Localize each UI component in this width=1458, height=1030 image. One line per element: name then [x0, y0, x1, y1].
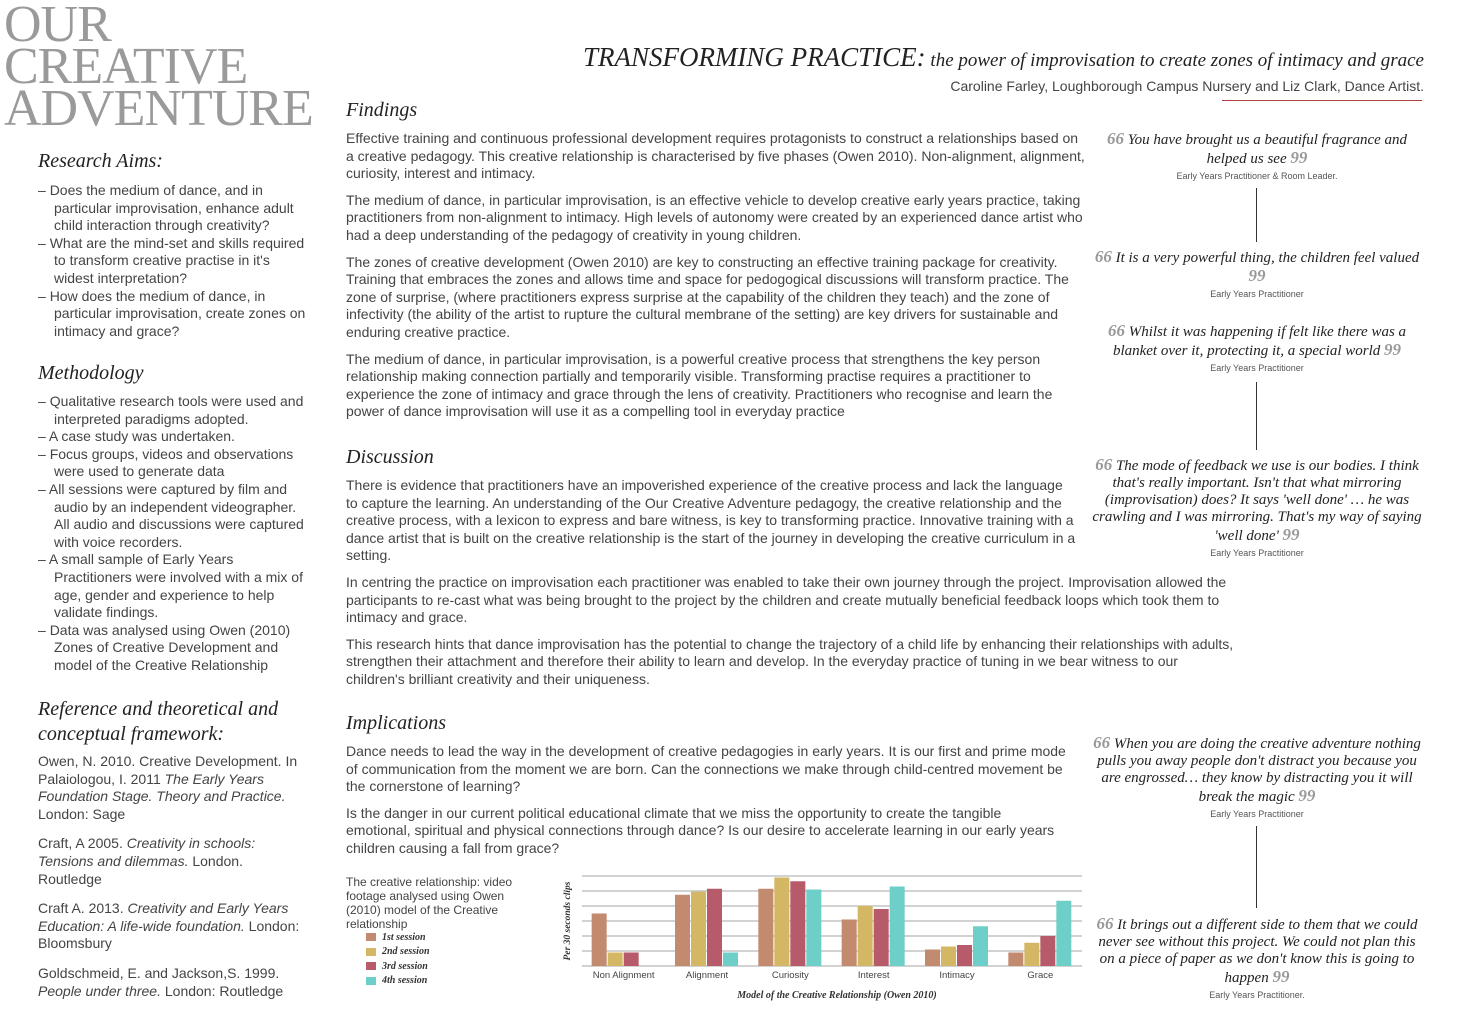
bar [1056, 901, 1071, 966]
quote-attribution: Early Years Practitioner [1210, 363, 1304, 373]
references-heading [38, 697, 310, 747]
quote-text: Whilst it was happening if felt like there was a blanket over it, protecting it, a special world [1112, 324, 1407, 359]
quote-attribution: Early Years Practitioner [1210, 289, 1304, 299]
bar [874, 909, 889, 966]
y-axis-label: Per 30 seconds clips [563, 881, 573, 961]
legend-label: 4th session [382, 975, 428, 987]
title-main: TRANSFORMING PRACTICE: [582, 42, 926, 72]
quote-3 [1092, 322, 1422, 373]
open-quote-icon: 66 [1096, 914, 1114, 933]
list-item: – What are the mind-set and skills required to transform creative practise in it's widest interpretation? [38, 235, 310, 288]
discussion-paragraph: There is evidence that practitioners have an impoverished experience of the creative process and lack the language to capture the learning. An understanding of the Our Creative Adventure pedagogy, the creative relationship and the creative process, with a lexicon to express and bare witness, is key to transforming practice. Innovative training with a dance artist that is built on the creative relationship is the start of the journey in developing the creative curriculum in a setting. [346, 477, 1076, 564]
quote-1 [1092, 130, 1422, 181]
findings-section [346, 99, 1088, 430]
quote-text: You have brought us a beautiful fragrance and helped us see [1127, 132, 1408, 167]
bar [1040, 936, 1055, 966]
open-quote-icon: 66 [1094, 247, 1112, 266]
quote-text: It is a very powerful thing, the children feel valued [1115, 250, 1420, 266]
quote-attribution: Early Years Practitioner & Room Leader. [1176, 171, 1338, 181]
legend-label: 1st session [382, 931, 426, 943]
reference-item: Craft, A 2005. Creativity in schools: Tensions and dilemmas. London. Routledge [38, 835, 256, 887]
brand-line-2: CREATIVE [4, 38, 248, 95]
implications-section [346, 712, 1068, 867]
references-heading-line-1: Reference and theoretical and [38, 698, 279, 720]
poster-title [583, 42, 1424, 73]
bar [806, 890, 821, 967]
title-sub: the power of improvisation to create zones of intimacy and grace [925, 50, 1424, 71]
methodology-list [38, 393, 310, 675]
bar [957, 945, 972, 966]
findings-heading: Findings [346, 99, 418, 121]
bar [723, 953, 738, 967]
quote-6 [1092, 915, 1422, 1000]
quote-5 [1092, 734, 1422, 819]
authors: Caroline Farley, Loughborough Campus Nursery and Liz Clark, Dance Artist. [950, 78, 1424, 94]
x-tick-label: Interest [857, 970, 890, 981]
methodology-heading: Methodology [38, 362, 144, 384]
list-item: – How does the medium of dance, in particular improvisation, create zones on intimacy and grace? [38, 288, 310, 341]
close-quote-icon: 99 [1248, 266, 1266, 285]
list-item: – Does the medium of dance, and in particular improvisation, enhance adult child interaction through creativity? [38, 182, 310, 235]
list-item: – Focus groups, videos and observations were used to generate data [38, 446, 310, 481]
references-heading-line-2: conceptual framework: [38, 723, 225, 745]
list-item: – Qualitative research tools were used and interpreted paradigms adopted. [38, 393, 310, 428]
creative-relationship-chart [560, 868, 1090, 1008]
legend-swatch [366, 977, 376, 985]
bar [608, 953, 623, 967]
list-item: – A small sample of Early Years Practitioners were involved with a mix of age, gender and experience to help validate findings. [38, 551, 310, 621]
legend-swatch [366, 948, 376, 956]
quote-connector-line [1256, 382, 1257, 450]
bar [858, 906, 873, 966]
quote-attribution: Early Years Practitioner [1210, 548, 1304, 558]
brand-logo [4, 0, 313, 137]
implications-paragraph: Dance needs to lead the way in the development of creative pedagogies in early years. It is our first and prime mode of communication from the moment we are born. Can the connections we make through child-centred movement be the cornerstone of learning? [346, 743, 1066, 795]
bar [790, 881, 805, 966]
research-aims-section [38, 150, 310, 340]
legend-label: 3rd session [382, 960, 428, 972]
brand-line-3: ADVENTURE [4, 80, 313, 137]
quote-connector-line [1256, 188, 1257, 242]
legend-swatch [366, 933, 376, 941]
list-item: – All sessions were captured by film and audio by an independent videographer. All audio and discussions were captured with voice recorders. [38, 481, 310, 551]
x-axis-label: Model of the Creative Relationship (Owen 2010) [737, 990, 937, 1001]
x-tick-label: Non Alignment [592, 970, 655, 981]
list-item: – A case study was undertaken. [38, 428, 310, 446]
references-section [38, 697, 310, 1012]
bar [624, 953, 639, 967]
close-quote-icon: 99 [1290, 148, 1308, 167]
implications-heading: Implications [346, 712, 446, 734]
open-quote-icon: 66 [1106, 129, 1124, 148]
bar [758, 889, 773, 966]
bar [774, 878, 789, 967]
bar [592, 914, 607, 967]
reference-item: Craft A. 2013. Creativity and Early Years Education: A life-wide foundation. London: Bloomsbury [38, 900, 300, 952]
bar [890, 887, 905, 967]
open-quote-icon: 66 [1107, 321, 1125, 340]
x-tick-label: Curiosity [771, 970, 809, 981]
bar [1024, 943, 1039, 966]
findings-paragraph: The zones of creative development (Owen 2010) are key to constructing an effective training package for creativity. Training that embraces the zones and allows time and space for pedogogical discussions will transform practice. The zone of surprise, (where practitioners express surprise at the capability of the children they teach) and the zone of infectivity (the ability of the artist to rupture the cultural membrane of the setting) are key drivers for sustainable and enduring creative practice. [346, 253, 1069, 340]
discussion-heading: Discussion [346, 446, 434, 468]
title-divider [1222, 100, 1422, 101]
close-quote-icon: 99 [1298, 786, 1316, 805]
quote-text: When you are doing the creative adventure nothing pulls you away people don't distract you because you are engrossed… they know by distracting you it will break the magic [1097, 736, 1421, 805]
bar [941, 947, 956, 967]
bar [707, 889, 722, 966]
quote-4 [1092, 456, 1422, 558]
open-quote-icon: 66 [1095, 455, 1113, 474]
research-aims-heading: Research Aims: [38, 150, 163, 172]
findings-paragraph: Effective training and continuous professional development requires protagonists to construct a relationships based on a creative pedagogy. This creative relationship is characterised by five phases (Owen 2010). Non-alignment, alignment, curiosity, interest and intimacy. [346, 130, 1085, 182]
findings-paragraph: The medium of dance, in particular improvisation, is a powerful creative process that strengthens the key person relationship making connection partially and temporarily visible. Transforming practise requires a practitioner to experience the zone of intimacy and grace through the lens of creativity. Practitioners who recognise and learn the power of dance improvisation will use it as a compelling tool in everyday practice [346, 350, 1053, 420]
quote-text: It brings out a different side to them that we could never see without this project. We could not plan this on a piece of paper as we don't know this is going to happen [1098, 917, 1418, 986]
legend-item [366, 959, 430, 974]
quote-text: The mode of feedback we use is our bodies. I think that's really important. Isn't that what mirroring (improvisation) does? It says 'well done' … he was crawling and I was mirroring. That's my way of saying 'well done' [1092, 458, 1422, 544]
discussion-paragraph: This research hints that dance improvisation has the potential to change the trajectory of a child life by enhancing their relationships with adults, strengthen their attachment and therefore their ability to learn and develop. In the everyday practice of tuning in we bear witness to our children's brilliant creativity and their uniqueness. [346, 635, 1234, 687]
quote-attribution: Early Years Practitioner [1210, 809, 1304, 819]
quote-connector-line [1256, 826, 1257, 908]
x-tick-label: Grace [1027, 970, 1054, 981]
discussion-paragraph: In centring the practice on improvisation each practitioner was enabled to take their own journey through the project. Improvisation allowed the participants to re-cast what was being brought to the project by the children and create mutually beneficial feedback loops which took them to intimacy and grace. [346, 573, 1227, 626]
legend-item [366, 930, 430, 945]
bar [675, 895, 690, 966]
findings-paragraph: The medium of dance, in particular improvisation, is an effective vehicle to develop creative early years practice, taking practitioners from non-alignment to intimacy. High levels of autonomy were created by an experienced dance artist who had a deep understanding of the pedagogy of creativity in young children. [346, 191, 1083, 243]
list-item: – Data was analysed using Owen (2010) Zones of Creative Development and model of the Creative Relationship [38, 622, 310, 675]
bar [1008, 953, 1023, 967]
chart-legend [366, 930, 430, 988]
implications-paragraph: Is the danger in our current political educational climate that we miss the opportunity to create the tangible emotional, spiritual and physical connections through dance? Is our desire to accelerate learning in our early years children causing a fall from grace? [346, 804, 1055, 856]
research-aims-list [38, 182, 310, 340]
x-tick-label: Intimacy [939, 970, 975, 981]
chart-caption: The creative relationship: video footage analysed using Owen (2010) model of the Creative relationship [346, 875, 513, 931]
brand-line-1: OUR [4, 0, 111, 53]
x-tick-label: Alignment [685, 970, 729, 981]
close-quote-icon: 99 [1282, 525, 1300, 544]
bar [973, 926, 988, 966]
legend-item [366, 974, 430, 989]
bar [842, 920, 857, 967]
legend-swatch [366, 962, 376, 970]
legend-item [366, 945, 430, 960]
bar [691, 892, 706, 966]
open-quote-icon: 66 [1093, 733, 1111, 752]
quote-2 [1092, 248, 1422, 299]
reference-item: Goldschmeid, E. and Jackson,S. 1999. People under three. London: Routledge [38, 964, 284, 999]
close-quote-icon: 99 [1272, 967, 1290, 986]
reference-item: Owen, N. 2010. Creative Development. In Palaiologou, I. 2011 The Early Years Foundation Stage. Theory and Practice. London: Sage [38, 753, 298, 822]
quote-attribution: Early Years Practitioner. [1209, 990, 1305, 1000]
methodology-section [38, 362, 310, 675]
legend-label: 2nd session [382, 946, 430, 958]
bar [925, 950, 940, 967]
close-quote-icon: 99 [1384, 340, 1402, 359]
